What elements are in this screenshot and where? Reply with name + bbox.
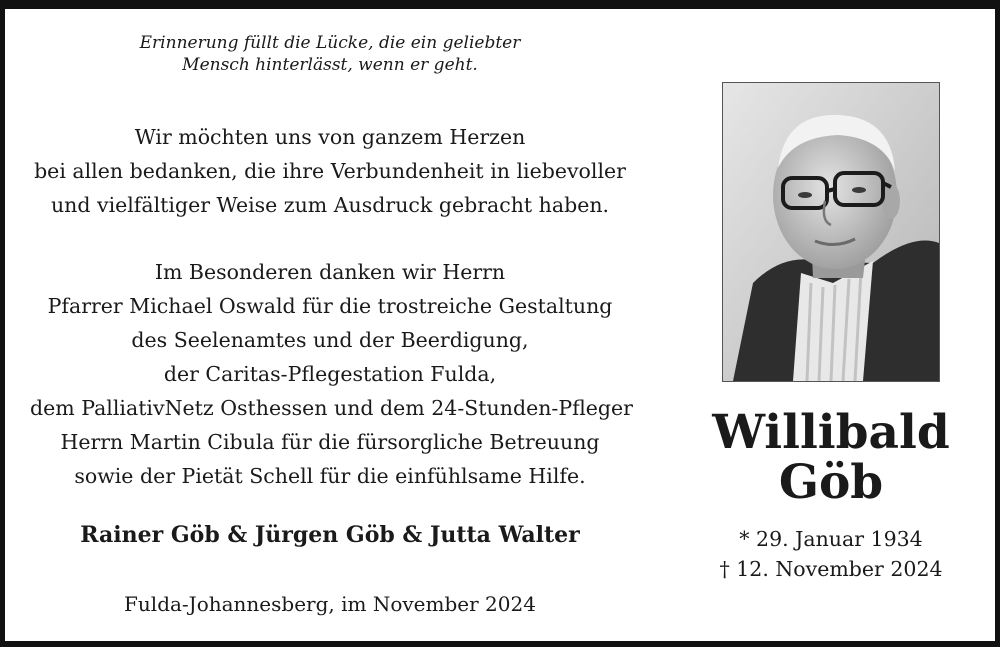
deceased-first-name: Willibald <box>712 405 950 460</box>
special-thanks-line: dem PalliativNetz Osthessen und dem 24-Stunden-Pfleger <box>30 396 633 420</box>
life-dates <box>700 524 962 584</box>
special-thanks-line: des Seelenamtes und der Beerdigung, <box>131 328 529 352</box>
motto-line: Erinnerung füllt die Lücke, die ein geliebter <box>139 33 521 53</box>
special-thanks-paragraph <box>30 255 633 493</box>
special-thanks-line: Herrn Martin Cibula für die fürsorgliche Betreuung <box>60 430 600 454</box>
deceased-last-name: Göb <box>778 455 884 510</box>
portrait-photo <box>722 82 940 382</box>
birth-date: * 29. Januar 1934 <box>739 527 923 551</box>
thanks-paragraph <box>30 120 630 222</box>
place-date: Fulda-Johannesberg, im November 2024 <box>124 592 536 616</box>
motto-line: Mensch hinterlässt, wenn er geht. <box>182 55 478 75</box>
thanks-line: Wir möchten uns von ganzem Herzen <box>134 125 526 149</box>
deceased-name <box>700 405 962 510</box>
death-date: † 12. November 2024 <box>719 557 943 581</box>
special-thanks-line: der Caritas-Pflegestation Fulda, <box>163 362 497 386</box>
special-thanks-line: Pfarrer Michael Oswald für die trostreiche Gestaltung <box>47 294 613 318</box>
special-thanks-line: sowie der Pietät Schell für die einfühlsame Hilfe. <box>74 464 586 488</box>
motto-quote <box>30 32 630 76</box>
special-thanks-line: Im Besonderen danken wir Herrn <box>154 260 506 284</box>
signers: Rainer Göb & Jürgen Göb & Jutta Walter <box>80 522 580 548</box>
thanks-line: bei allen bedanken, die ihre Verbundenheit in liebevoller <box>34 159 626 183</box>
thanks-line: und vielfältiger Weise zum Ausdruck gebracht haben. <box>50 193 610 217</box>
